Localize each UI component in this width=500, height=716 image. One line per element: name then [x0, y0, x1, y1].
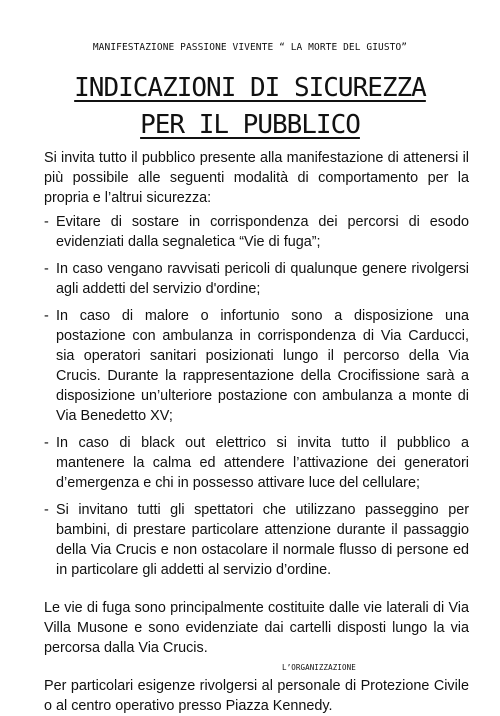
intro-paragraph: Si invita tutto il pubblico presente alla manifestazione di attenersi il più possibile alle seguenti modalità di comportamento per la propria e l’altrui sicurezza: — [44, 150, 469, 206]
safety-rule-item — [44, 212, 469, 252]
safety-rule-text: In caso di black out elettrico si invita tutto il pubblico a mantenere la calma ed attendere l’attivazione dei generatori d’emergenza e chi in possesso attivare luce del cellulare; — [56, 435, 469, 491]
safety-rules-list — [44, 212, 469, 580]
safety-rule-text: In caso di malore o infortunio sono a disposizione una postazione con ambulanza in corrispondenza di Via Carducci, sia operatori sanitari posizionati lungo il percorso della Via Crucis. Durante la rappresentazione della Crocifissione sarà a disposizione un’ulteriore postazione con ambulanza a monte di Via Benedetto XV; — [56, 308, 469, 424]
event-header: MANIFESTAZIONE PASSIONE VIVENTE “ LA MORTE DEL GIUSTO” — [92, 42, 408, 53]
safety-rule-item — [44, 433, 469, 493]
safety-rule-text: Si invitano tutti gli spettatori che utilizzano passeggino per bambini, di prestare particolare attenzione durante il passaggio della Via Crucis e non ostacolare il normale flusso di persone ed in particolare gli addetti al servizio d’ordine. — [56, 502, 469, 578]
notice-body — [44, 148, 469, 716]
notice-title-line-2: PER IL PUBBLICO — [140, 110, 360, 140]
safety-rule-item — [44, 259, 469, 299]
safety-rule-text: Evitare di sostare in corrispondenza dei percorsi di esodo evidenziati dalla segnaletica “Vie di fuga”; — [56, 214, 469, 250]
list-dash-marker: - — [44, 502, 49, 518]
list-dash-marker: - — [44, 308, 49, 324]
safety-rule-item — [44, 500, 469, 580]
safety-rule-text: In caso vengano ravvisati pericoli di qualunque genere rivolgersi agli addetti del servizio d'ordine; — [56, 261, 469, 297]
escape-routes-paragraph: Le vie di fuga sono principalmente costituite dalle vie laterali di Via Villa Musone e sono evidenziate dai cartelli disposti lungo la via percorsa dalla Via Crucis. — [44, 600, 469, 656]
list-dash-marker: - — [44, 261, 49, 277]
section-spacer — [44, 580, 469, 598]
section-spacer — [44, 658, 469, 676]
contact-paragraph: Per particolari esigenze rivolgersi al personale di Protezione Civile o al centro operativo presso Piazza Kennedy. — [44, 678, 469, 714]
list-dash-marker: - — [44, 435, 49, 451]
organization-signature: L’ORGANIZZAZIONE — [282, 663, 356, 672]
list-dash-marker: - — [44, 214, 49, 230]
notice-title-line-1: INDICAZIONI DI SICUREZZA — [74, 73, 426, 103]
safety-rule-item — [44, 306, 469, 426]
